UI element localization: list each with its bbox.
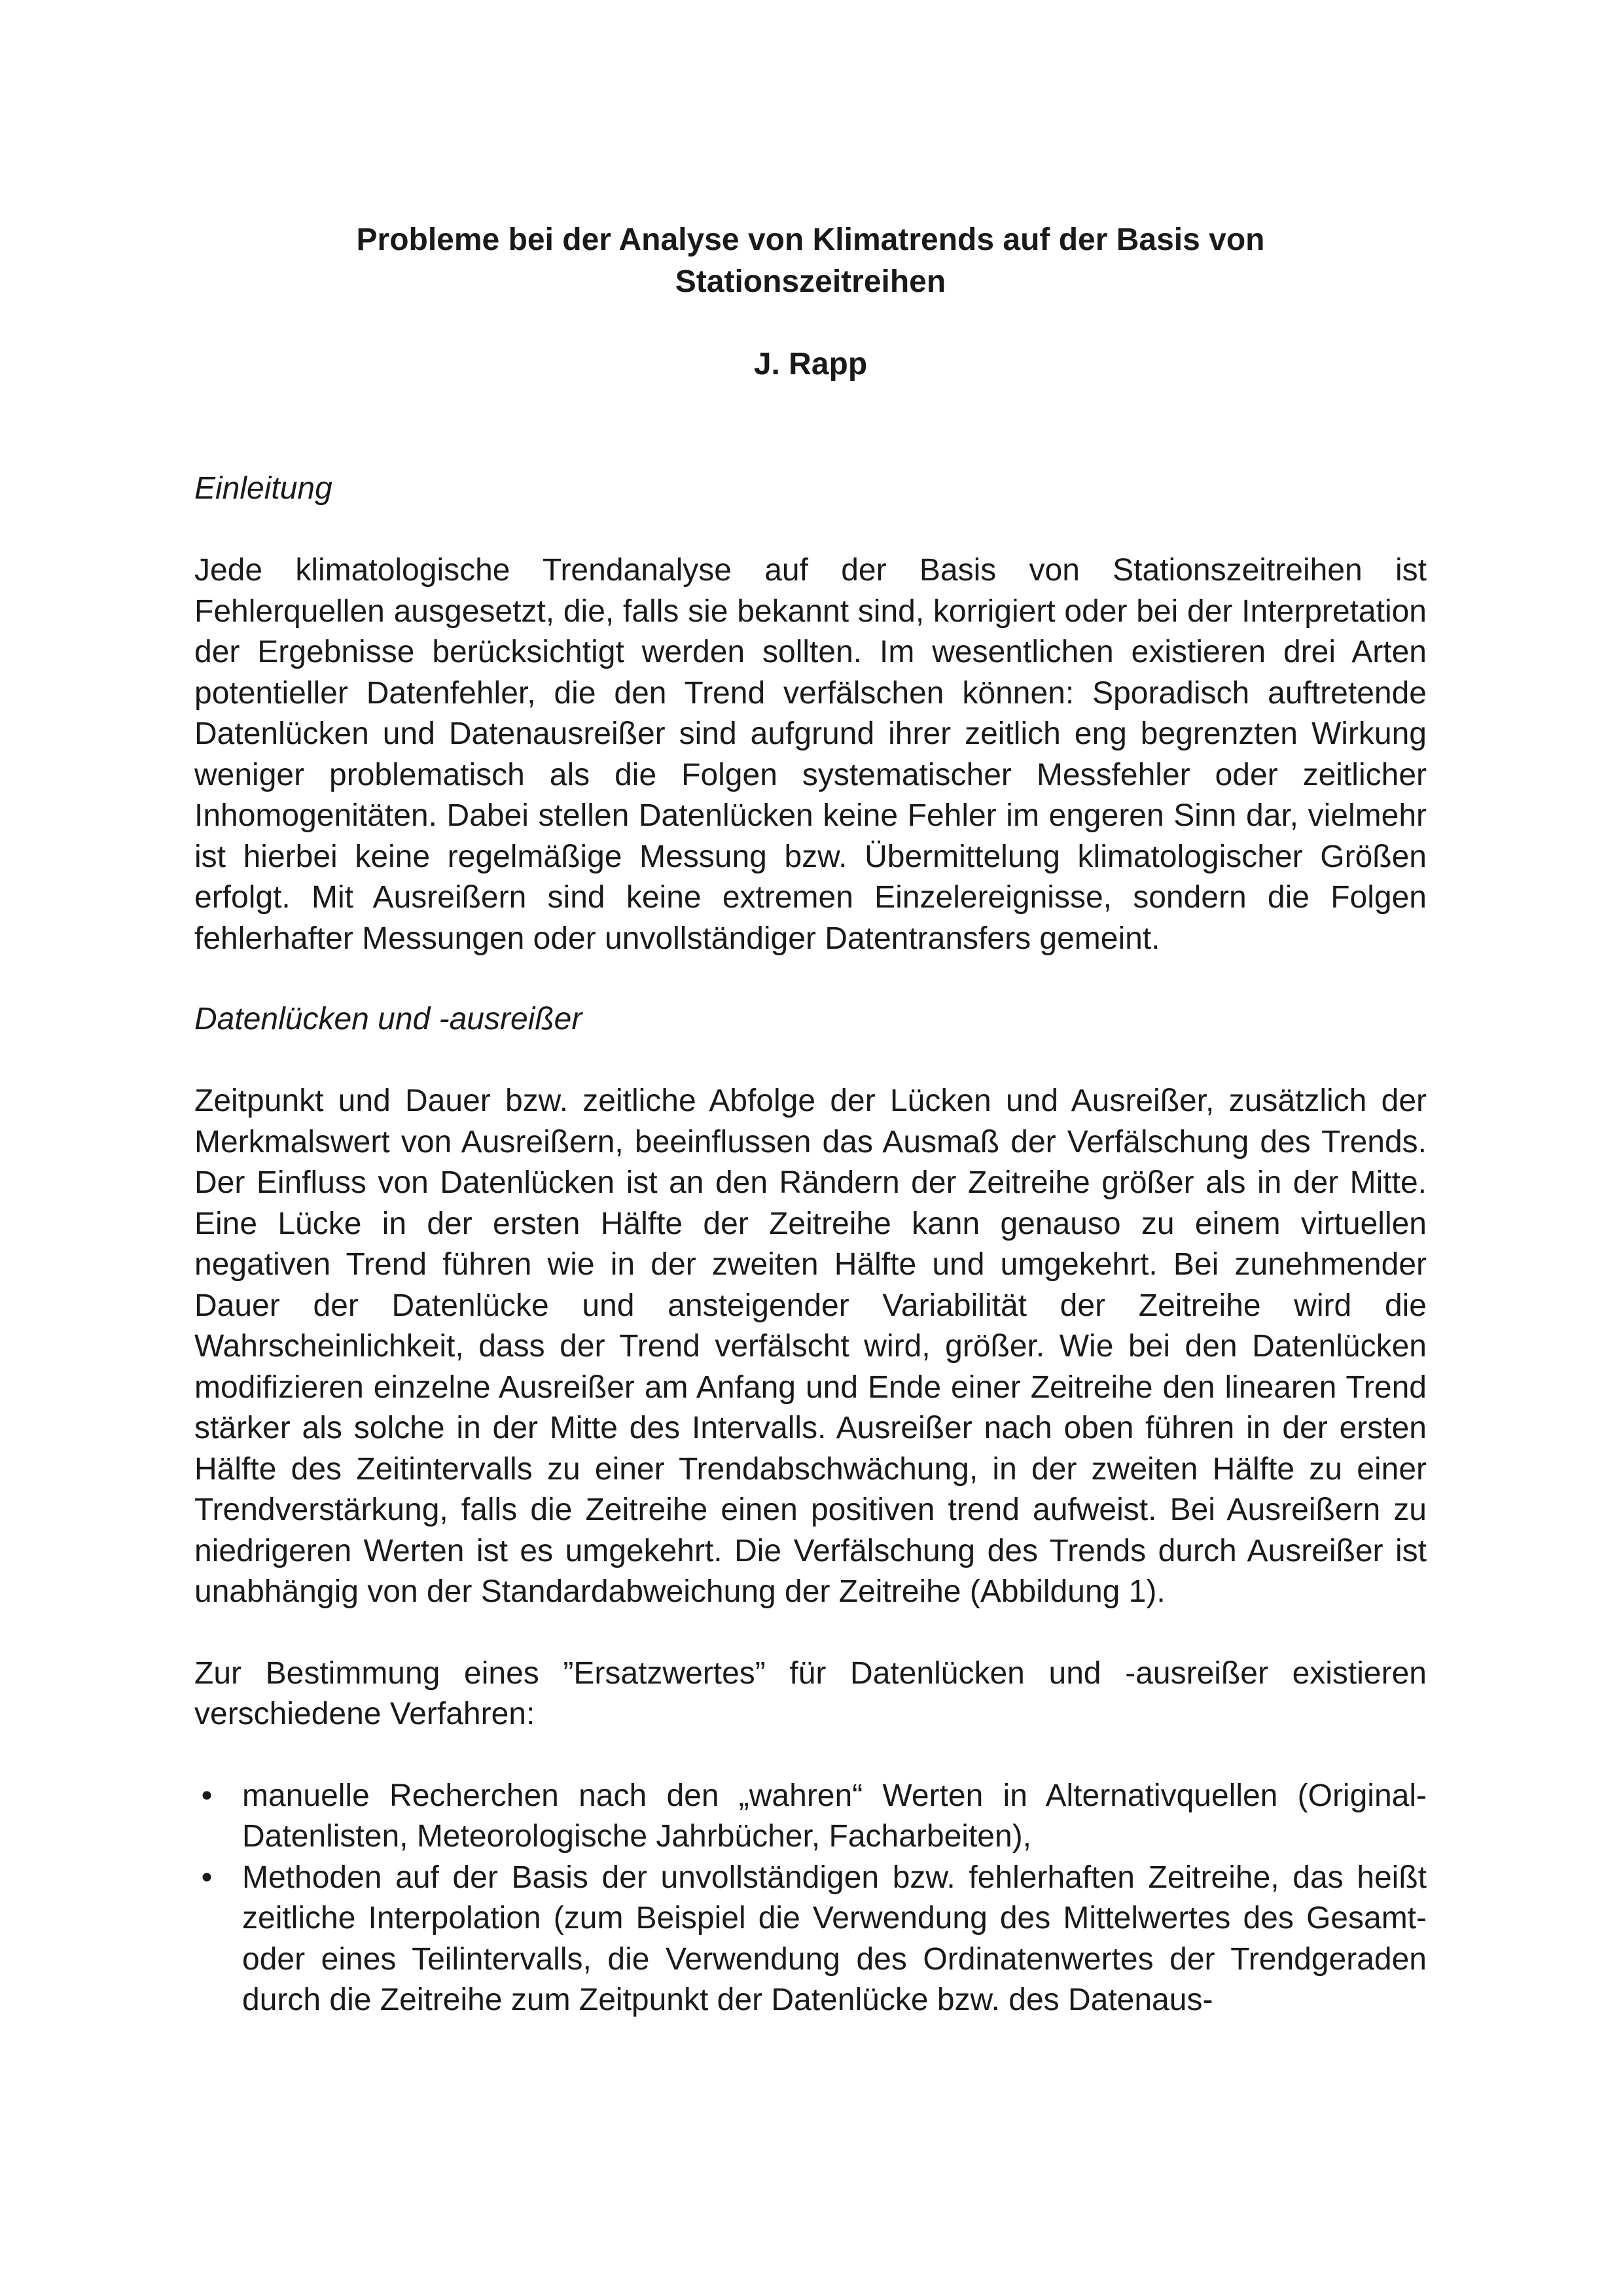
document-title: [194, 219, 1427, 303]
section-heading-einleitung: Einleitung: [194, 471, 332, 506]
bullet-icon: •: [201, 1778, 213, 1813]
intro-paragraph: Jede klimatologische Trendanalyse auf der Basis von Stationszeitreihen ist Fehlerquellen ausgesetzt, die, falls sie bekannt sind, korrigiert oder bei der Interpretation der Ergebnisse berücksichtigt werden sollten. Im wesentlichen existieren drei Arten potentieller Datenfehler, die den Trend verfälschen können: Sporadisch auftretende Datenlücken und Datenausreißer sind aufgrund ihrer zeitlich eng begrenzten Wirkung weniger problematisch als die Folgen systematischer Messfehler oder zeitlicher Inhomogenitäten. Dabei stellen Datenlücken keine Fehler im engeren Sinn dar, vielmehr ist hierbei keine regelmäßige Messung bzw. Übermittelung klimatologischer Größen erfolgt. Mit Ausreißern sind keine extremen Einzelereignisse, sondern die Folgen fehlerhafter Messungen oder unvollständiger Datentransfers gemeint.: [194, 553, 1427, 956]
methods-list: [194, 1776, 1427, 2021]
author: J. Rapp: [753, 347, 868, 381]
list-item-text: manuelle Recherchen nach den „wahren“ Werten in Alternativquellen (Original-Datenlisten, Meteorologische Jahrbücher, Facharbeiten),: [242, 1778, 1427, 1854]
gaps-paragraph: Zeitpunkt und Dauer bzw. zeitliche Abfolge der Lücken und Ausreißer, zusätzlich der Merkmalswert von Ausreißern, beeinflussen das Ausmaß der Verfälschung des Trends. Der Einfluss von Datenlücken ist an den Rändern der Zeitreihe größer als in der Mitte. Eine Lücke in der ersten Hälfte der Zeitreihe kann genauso zu einem virtuellen negativen Trend führen wie in der zweiten Hälfte und umgekehrt. Bei zunehmender Dauer der Datenlücke und ansteigender Variabilität der Zeitreihe wird die Wahrscheinlichkeit, dass der Trend verfälscht wird, größer. Wie bei den Datenlücken modifizieren einzelne Ausreißer am Anfang und Ende einer Zeitreihe den linearen Trend stärker als solche in der Mitte des Intervalls. Ausreißer nach oben führen in der ersten Hälfte des Zeitintervalls zu einer Trendabschwächung, in der zweiten Hälfte zu einer Trendverstärkung, falls die Zeitreihe einen positiven trend aufweist. Bei Ausreißern zu niedrigeren Werten ist es umgekehrt. Die Verfälschung des Trends durch Ausreißer ist unabhängig von der Standardabweichung der Zeitreihe (Abbildung 1).: [194, 1084, 1427, 1609]
list-item: [194, 1776, 1427, 1858]
title-line-2: Stationszeitreihen: [675, 264, 946, 299]
bullet-icon: •: [201, 1860, 213, 1895]
list-item-text: Methoden auf der Basis der unvollständigen bzw. fehlerhaften Zeitreihe, das heißt zeitliche Interpolation (zum Beispiel die Verwendung des Mittelwertes des Gesamt- oder eines Teilintervalls, die Verwendung des Ordinatenwertes der Trendgeraden durch die Zeitreihe zum Zeitpunkt der Datenlücke bzw. des Datenaus-: [242, 1860, 1427, 2017]
section-heading-datenluecken: Datenlücken und -ausreißer: [194, 1002, 582, 1036]
title-line-1: Probleme bei der Analyse von Klimatrends auf der Basis von: [356, 222, 1265, 257]
list-item: [194, 1858, 1427, 2021]
replacement-methods-paragraph: Zur Bestimmung eines ”Ersatzwertes” für Datenlücken und -ausreißer existieren verschiedene Verfahren:: [194, 1655, 1427, 1731]
